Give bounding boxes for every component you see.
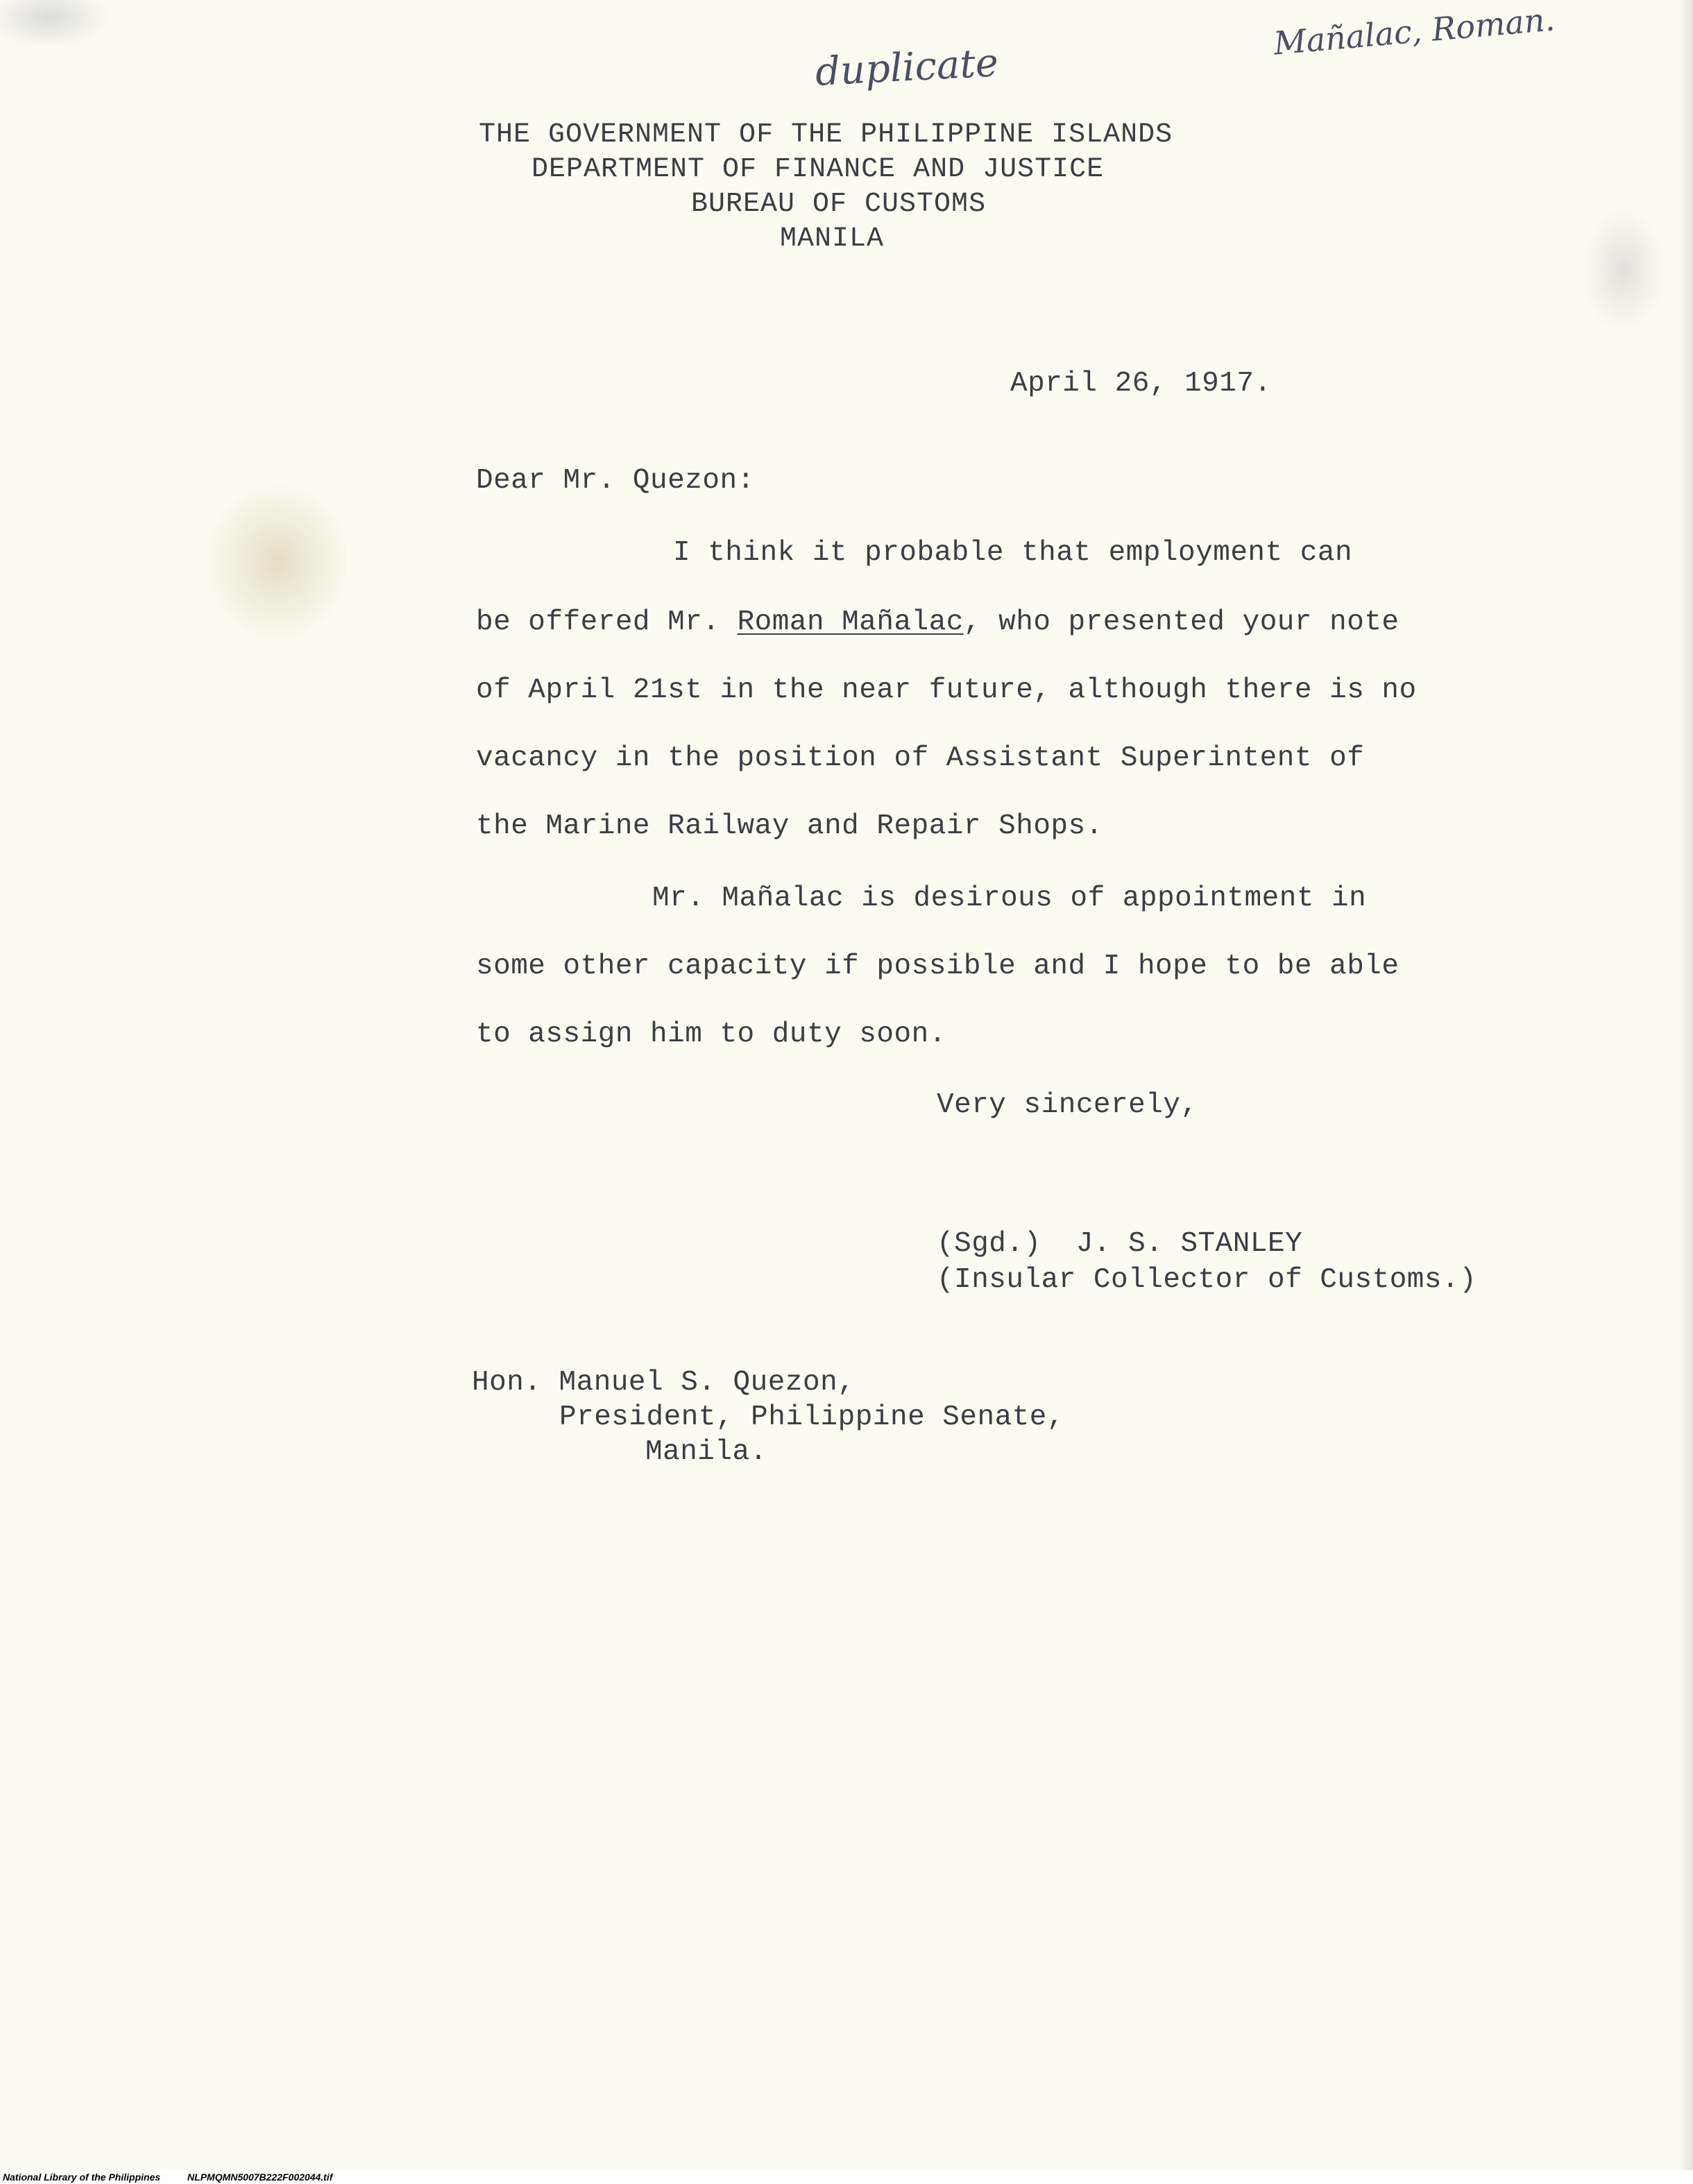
addressee-title: President, Philippine Senate, [559,1401,1065,1433]
archive-name: National Library of the Philippines [3,2172,161,2183]
page-edge-shadow [1679,0,1693,2184]
letter-date: April 26, 1917. [1010,368,1272,400]
body-line: vacancy in the position of Assistant Superintent of [476,742,1365,774]
body-line: Mr. Mañalac is desirous of appointment in [652,882,1367,914]
signature-name: (Sgd.) J. S. STANLEY [937,1228,1303,1260]
body-line: the Marine Railway and Repair Shops. [476,810,1103,842]
body-line: I think it probable that employment can [673,537,1353,569]
addressee-name: Hon. Manuel S. Quezon, [472,1367,856,1399]
body-line: to assign him to duty soon. [476,1018,946,1050]
body-text: , who presented your note [963,606,1400,638]
stain [1582,208,1665,333]
stain [208,486,347,638]
body-line [476,606,1400,638]
handwritten-duplicate-note: duplicate [814,40,1000,95]
body-line: of April 21st in the near future, although there is no [476,674,1417,706]
signature-title: (Insular Collector of Customs.) [937,1264,1477,1296]
handwritten-name-note: Mañalac, Roman. [1272,0,1556,62]
body-line: some other capacity if possible and I hope to be able [476,950,1400,982]
file-id: NLPMQMN5007B222F002044.tif [187,2172,333,2183]
letterhead-bureau: BUREAU OF CUSTOMS [691,189,987,220]
letterhead-department: DEPARTMENT OF FINANCE AND JUSTICE [531,154,1105,185]
salutation: Dear Mr. Quezon: [476,465,755,497]
addressee-city: Manila. [645,1436,767,1468]
letterhead-government: THE GOVERNMENT OF THE PHILIPPINE ISLANDS [479,119,1173,151]
candidate-name: Roman Mañalac [737,606,964,638]
letterhead-city: MANILA [780,223,885,255]
archive-footer [3,2172,332,2183]
body-text: be offered Mr. [476,606,738,638]
stain [0,0,111,49]
closing: Very sincerely, [937,1089,1198,1121]
